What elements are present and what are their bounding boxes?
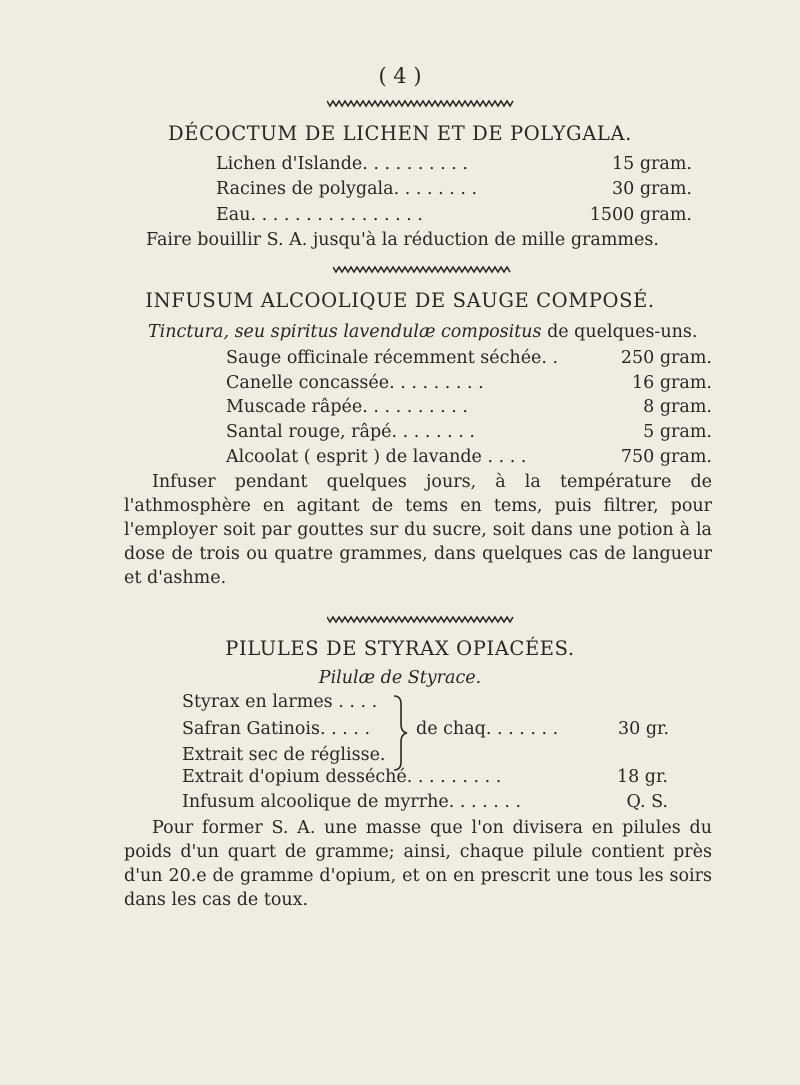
grouped-quantity-label: de chaq. . . . . . . — [416, 719, 559, 739]
ornamental-rule — [327, 98, 515, 108]
ingredient-row — [216, 205, 692, 229]
ingredient-name: Infusum alcoolique de myrrhe. . . . . . . — [182, 792, 522, 812]
ingredient-quantity: 5 gram. — [643, 422, 712, 442]
ingredient-name: Santal rouge, râpé. . . . . . . . — [226, 422, 475, 442]
curly-brace — [392, 694, 408, 772]
preparation-paragraph — [124, 470, 712, 590]
preparation-instruction: Faire bouillir S. A. jusqu'à la réduction de mille grammes. — [146, 230, 659, 250]
ingredient-quantity: 750 gram. — [620, 447, 712, 467]
ingredient-name: Canelle concassée. . . . . . . . . — [226, 373, 484, 393]
ingredient-quantity: 16 gram. — [632, 373, 712, 393]
preparation-instruction: Pour former S. A. une masse que l'on divisera en pilules du poids d'un quart de gramme; ainsi, chaque pilule contient près d'un 20.e de gramme d'opium, et on en prescrit une tous les soirs dans les cas de toux. — [124, 818, 712, 910]
synonym-note: de quelques-uns. — [541, 322, 698, 342]
ingredient-name: Sauge officinale récemment séchée. . — [226, 348, 559, 368]
ingredient-name: Racines de polygala. . . . . . . . — [216, 179, 478, 199]
ingredient-row — [216, 179, 692, 203]
ingredient-row — [226, 348, 712, 372]
section-title-infusum: INFUSUM ALCOOLIQUE DE SAUGE COMPOSÉ. — [145, 289, 655, 312]
ingredient-name: Lichen d'Islande. . . . . . . . . . — [216, 154, 468, 174]
ingredient-row — [226, 447, 712, 471]
ingredient-quantity: Q. S. — [626, 792, 668, 812]
ingredient-quantity: 18 gr. — [616, 767, 668, 787]
ingredient-quantity: 30 gram. — [612, 179, 692, 199]
ingredient-quantity: 250 gram. — [620, 348, 712, 368]
ingredient-row — [226, 422, 712, 446]
synonym-line — [148, 322, 697, 342]
synonym-latin: Tinctura, seu spiritus lavendulæ compositus — [148, 322, 542, 342]
ingredient-name: Eau. . . . . . . . . . . . . . . . — [216, 205, 423, 225]
ornamental-rule — [333, 264, 513, 274]
ingredient-row — [182, 792, 668, 816]
grouped-ingredient-name: Extrait sec de réglisse. — [182, 745, 386, 765]
ornamental-rule — [327, 614, 515, 624]
section-subtitle: Pilulæ de Styrace. — [318, 668, 482, 688]
grouped-ingredient-name: Styrax en larmes . . . . — [182, 692, 378, 712]
ingredient-quantity: 15 gram. — [612, 154, 692, 174]
ingredient-name: Extrait d'opium desséché. . . . . . . . . — [182, 767, 502, 787]
preparation-paragraph — [124, 816, 712, 912]
ingredient-row — [216, 154, 692, 178]
ingredient-row — [182, 767, 668, 791]
page-number: ( 4 ) — [378, 64, 422, 88]
section-title-pilules: PILULES DE STYRAX OPIACÉES. — [225, 637, 575, 660]
section-title-decoctum: DÉCOCTUM DE LICHEN ET DE POLYGALA. — [168, 122, 632, 145]
preparation-instruction: Infuser pendant quelques jours, à la température de l'athmosphère en agitant de tems en tems, puis filtrer, pour l'employer soit par gouttes sur du sucre, soit dans une potion à la dose de trois ou quatre grammes, dans quelques cas de langueur et d'ashme. — [124, 472, 712, 588]
grouped-ingredient-name: Safran Gatinois. . . . . — [182, 719, 371, 739]
grouped-quantity: 30 gr. — [618, 719, 670, 739]
ingredient-quantity: 8 gram. — [643, 397, 712, 417]
ingredient-name: Muscade râpée. . . . . . . . . . — [226, 397, 468, 417]
ingredient-quantity: 1500 gram. — [589, 205, 692, 225]
ingredient-row — [226, 397, 712, 421]
ingredient-name: Alcoolat ( esprit ) de lavande . . . . — [226, 447, 527, 467]
ingredient-row — [226, 373, 712, 397]
